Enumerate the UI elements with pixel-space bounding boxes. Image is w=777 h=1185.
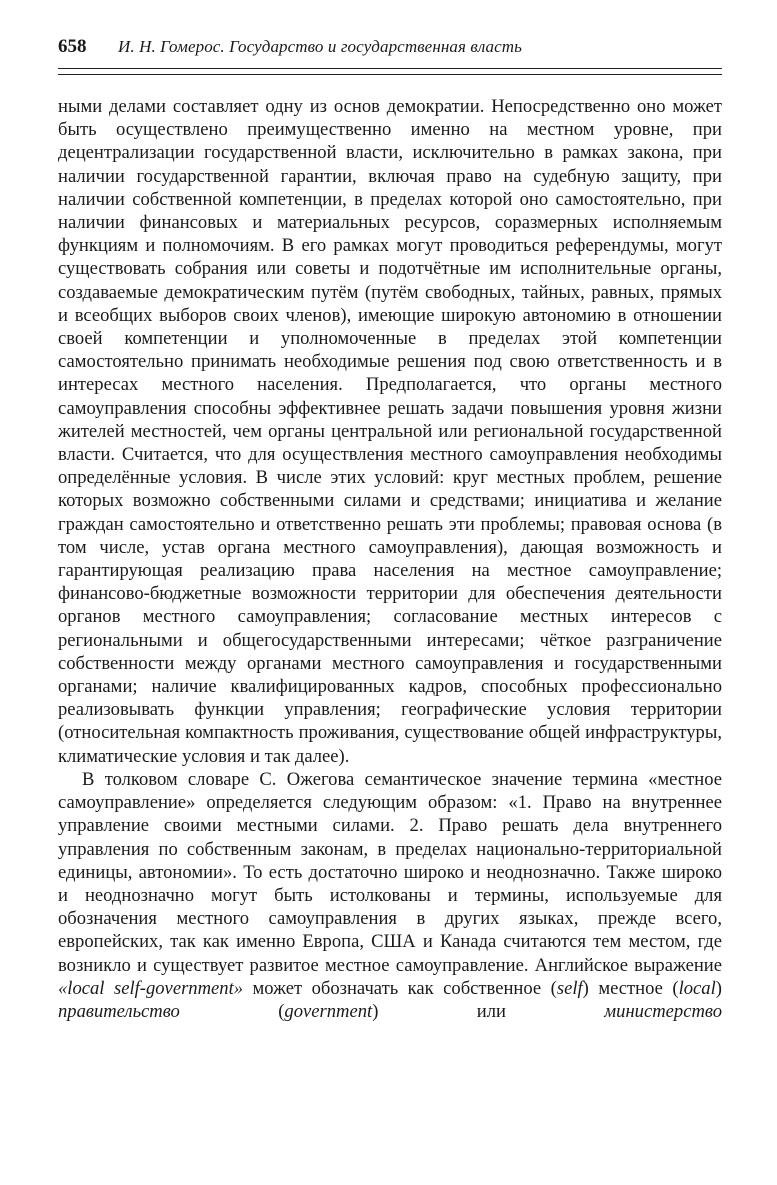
- term-government: government: [284, 1000, 373, 1022]
- running-head: И. Н. Гомерос. Государство и государственная власть: [118, 37, 523, 56]
- term-local-self-government: «local self-government»: [58, 977, 244, 999]
- paragraph-2-text-e: (: [179, 1000, 285, 1022]
- term-self: self: [556, 977, 583, 999]
- paragraph-2-text-d: ): [715, 977, 722, 999]
- term-local: local: [678, 977, 716, 999]
- paragraph-2-text-b: может обозначать как собственное (: [243, 977, 557, 999]
- paragraph-2-text-f: ) или: [372, 1000, 605, 1022]
- term-pravitelstvo: правительство: [58, 1000, 180, 1022]
- page-number: 658: [58, 36, 87, 57]
- paragraph-2-text-c: ) местное (: [582, 977, 679, 999]
- paragraph-2-text-a: В толковом словаре С. Ожегова семантическое значение термина «местное самоуправление» определяется следующим образом: «1. Право на внутреннее управление своими местными силами. 2. Право решать дела внутреннего управления по собственным законам, в пределах национально-территориальной единицы, автономии». То есть достаточно широко и неоднозначно. Также широко и неоднозначно могут быть истолкованы и термины, используемые для обозначения местного самоуправления в других языках, прежде всего, европейских, так как именно Европа, США и Канада считаются тем местом, где возникло и существует развитое местное самоуправление. Английское выражение: [58, 768, 722, 976]
- page: [58, 36, 722, 1023]
- paragraph-2: [58, 768, 722, 1023]
- body-text: [58, 95, 722, 1023]
- term-ministerstvo: министерство: [604, 1000, 723, 1022]
- header-rule: [58, 68, 722, 75]
- paragraph-1: ными делами составляет одну из основ демократии. Непосредственно оно может быть осуществлено преимущественно именно на местном уровне, при децентрализации государственной власти, исключительно в рамках закона, при наличии государственной гарантии, включая право на судебную защиту, при наличии собственной компетенции, в пределах которой оно самостоятельно, при наличии финансовых и материальных ресурсов, соразмерных исполняемым функциям и полномочиям. В его рамках могут проводиться референдумы, могут существовать собрания или советы и подотчётные им исполнительные органы, создаваемые демократическим путём (путём свободных, тайных, равных, прямых и всеобщих выборов своих членов), имеющие широкую автономию в отношении своей компетенции и уполномоченные в пределах этой компетенции самостоятельно принимать необходимые решения под свою ответственность и в интересах местного населения. Предполагается, что органы местного самоуправления способны эффективнее решать задачи повышения уровня жизни жителей местностей, чем органы центральной или региональной государственной власти. Считается, что для осуществления местного самоуправления необходимы определённые условия. В числе этих условий: круг местных проблем, решение которых возможно собственными силами и средствами; инициатива и желание граждан самостоятельно и ответственно решать эти проблемы; правовая основа (в том числе, устав органа местного самоуправления), дающая возможность и гарантирующая реализацию права населения на местное самоуправление; финансово-бюджетные возможности территории для обеспечения деятельности органов местного самоуправления; согласование местных интересов с региональными и общегосударственными интересами; чёткое разграничение собственности между органами местного самоуправления и государственными органами; наличие квалифицированных кадров, способных профессионально реализовывать функции управления; географические условия территории (относительная компактность проживания, существование общей инфраструктуры, климатические условия и так далее).: [58, 96, 722, 767]
- page-header: [58, 36, 722, 66]
